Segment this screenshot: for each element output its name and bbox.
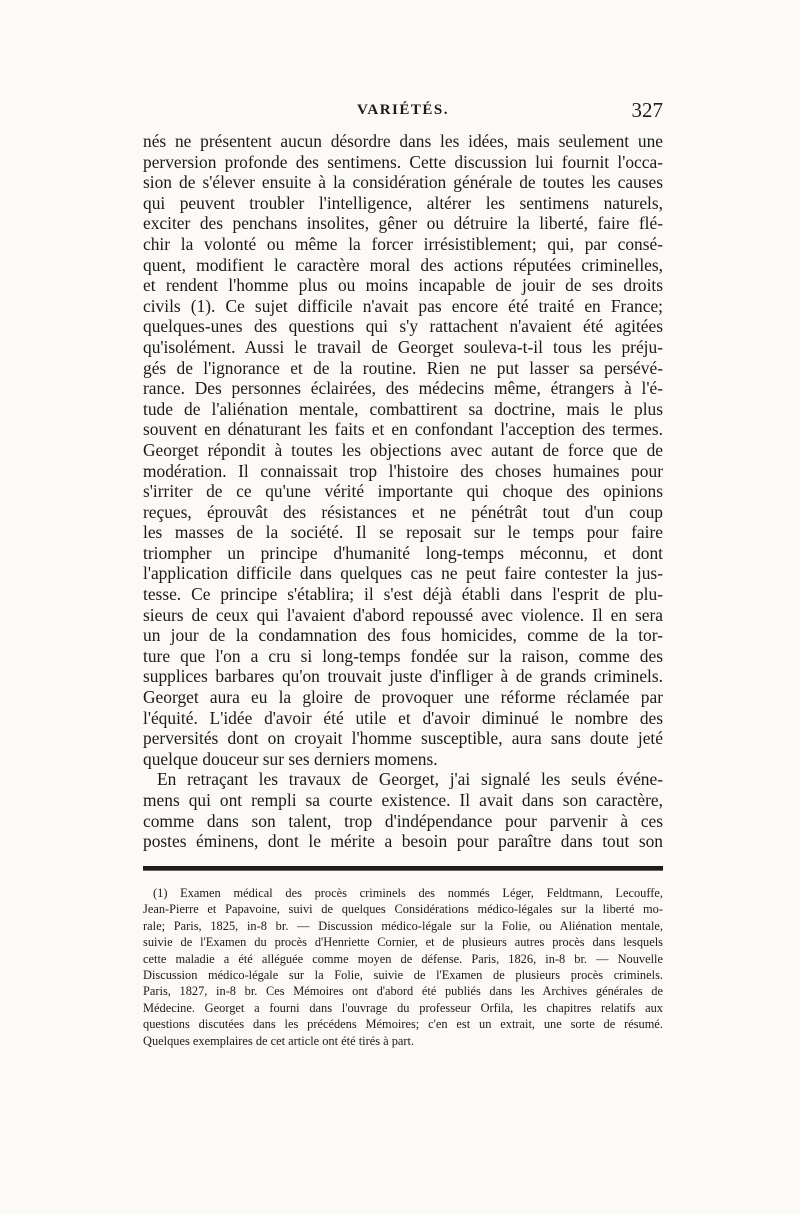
body-line: nés ne présentent aucun désordre dans les idées, mais seulement une	[143, 131, 663, 151]
footnote-line: Discussion médico-légale sur la Folie, suivie de l'Examen de plusieurs procès criminels.	[143, 967, 663, 982]
body-line: civils (1). Ce sujet difficile n'avait pas encore été traité en France;	[143, 295, 663, 316]
footnote-line: Paris, 1827, in-8 br. Ces Mémoires ont d'abord été publiés dans les Archives générales de	[143, 984, 663, 999]
body-line: l'équité. L'idée d'avoir été utile et d'avoir diminué le nombre des	[143, 707, 663, 728]
body-line: mens qui ont rempli sa courte existence. Il avait dans son caractère,	[143, 790, 663, 810]
footnotes	[143, 885, 663, 1049]
body-line: les masses de la société. Il se reposait sur le temps pour faire	[143, 522, 663, 543]
body-line: sieurs de ceux qui l'avaient d'abord repoussé avec violence. Il en sera	[143, 604, 663, 625]
footnote-line: cette maladie a été alléguée comme moyen de défense. Paris, 1826, in-8 br. — Nouvelle	[143, 951, 663, 966]
body-line: quelque douceur sur ses derniers momens.	[143, 748, 438, 769]
body-line: un jour de la condamnation des fous homicides, comme de la tor-	[143, 625, 663, 646]
footnote-line: Quelques exemplaires de cet article ont été tirés à part.	[143, 1033, 415, 1048]
body-line: comme dans son talent, trop d'indépendance pour parvenir à ces	[143, 810, 663, 831]
body-line: perversion profonde des sentimens. Cette discussion lui fournit l'occa-	[143, 151, 663, 172]
body-line: tude de l'aliénation mentale, combattirent sa doctrine, mais le plus	[143, 398, 663, 419]
footnote-line: suivie de l'Examen du procès d'Henriette Cornier, et de plusieurs autres procès dans lesquels	[143, 935, 663, 950]
body-line: perversités dont on croyait l'homme susceptible, aura sans doute jeté	[143, 728, 663, 749]
body-line: l'application difficile dans quelques cas ne peut faire contester la jus-	[143, 563, 663, 584]
body-line: exciter des penchans insolites, gêner ou détruire la liberté, faire flé-	[143, 213, 663, 234]
body-line: ture que l'on a cru si long-temps fondée sur la raison, comme des	[143, 645, 663, 666]
body-line: souvent en dénaturant les faits et en confondant l'acception des termes.	[143, 419, 663, 440]
footnote-line: (1) Examen médical des procès criminels des nommés Léger, Feldtmann, Lecouffe,	[153, 886, 663, 900]
footnote-line: Jean-Pierre et Papavoine, suivi de quelques Considérations médico-légales sur la liberté mo-	[143, 902, 663, 917]
body-line: Georget aura eu la gloire de provoquer une réforme réclamée par	[143, 687, 663, 708]
body-line: s'irriter de ce qu'une vérité importante qui choque des opinions	[143, 481, 663, 502]
body-line: quent, modifient le caractère moral des actions réputées criminelles,	[143, 254, 663, 275]
body-line: modération. Il connaissait trop l'histoire des choses humaines pour	[143, 460, 663, 481]
body-line: sion de s'élever ensuite à la considération générale de toutes les causes	[143, 172, 663, 193]
body-line: rance. Des personnes éclairées, des médecins même, étrangers à l'é-	[143, 378, 663, 399]
body-line: qu'isolément. Aussi le travail de Georget souleva-t-il tous les préju-	[143, 336, 663, 357]
page-header	[143, 98, 663, 128]
footnote-line: rale; Paris, 1825, in-8 br. — Discussion médico-légale sur la Folie, ou Aliénation mentale,	[143, 918, 663, 933]
body-line: postes éminens, dont le mérite a besoin pour paraître dans tout son	[143, 831, 663, 852]
footnote-line: Médecine. Georget a fourni dans l'ouvrage du professeur Orfila, les chapitres relatifs aux	[143, 1000, 663, 1015]
running-head: VARIÉTÉS.	[356, 102, 449, 118]
body-line: supplices barbares qu'on trouvait juste d'infliger à de grands criminels.	[143, 666, 663, 687]
body-line: En retraçant les travaux de Georget, j'ai signalé les seuls événe-	[157, 769, 663, 790]
body-line: et rendent l'homme plus ou moins incapable de jouir de ses droits	[143, 275, 663, 296]
footnote-line: questions discutées dans les précédens Mémoires; c'en est un extrait, une sorte de résumé.	[143, 1017, 663, 1032]
body-line: tesse. Ce principe s'établira; il s'est déjà établi dans l'esprit de plu-	[143, 584, 663, 605]
body-line: reçues, éprouvât des résistances et ne pénétrât tout d'un coup	[143, 501, 663, 522]
body-line: gés de l'ignorance et de la routine. Rien ne put lasser sa persévé-	[143, 357, 663, 378]
body-line: qui peuvent troubler l'intelligence, altérer les sentimens naturels,	[143, 192, 663, 213]
body-line: triompher un principe d'humanité long-temps méconnu, et dont	[143, 542, 663, 563]
page-number: 327	[631, 98, 663, 122]
footnote-separator-rule	[143, 866, 663, 871]
body-text	[143, 131, 663, 852]
body-line: quelques-unes des questions qui s'y rattachent n'avaient été agitées	[143, 316, 663, 337]
body-line: chir la volonté ou même la forcer irrésistiblement; qui, par consé-	[143, 233, 663, 254]
body-line: Georget répondit à toutes les objections avec autant de force que de	[143, 439, 663, 460]
